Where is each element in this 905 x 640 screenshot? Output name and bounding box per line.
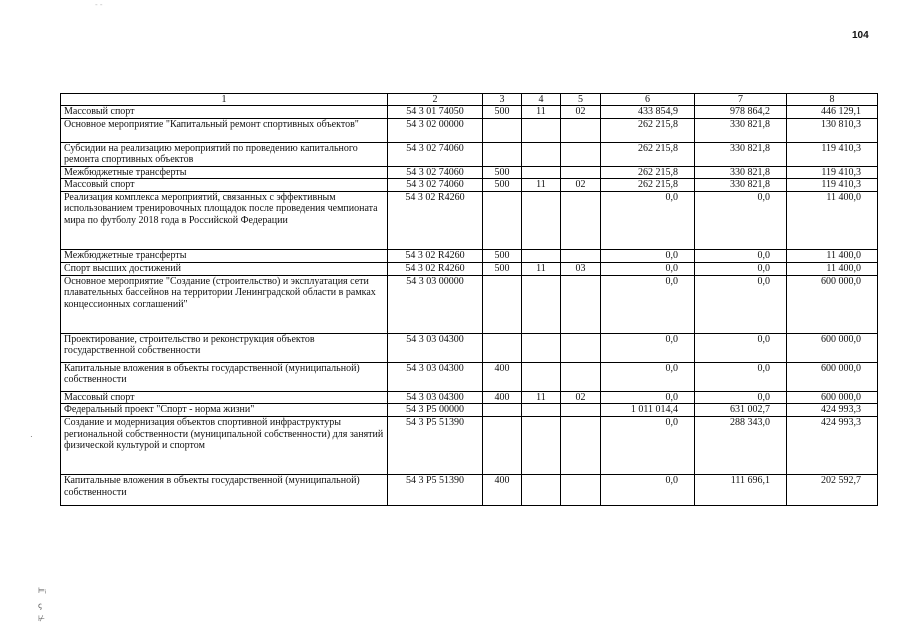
table-cell: 0,0	[601, 275, 695, 333]
table-row	[61, 362, 878, 391]
table-cell: 0,0	[695, 191, 787, 249]
table-cell	[561, 142, 601, 166]
table-cell	[561, 417, 601, 475]
table-cell: 600 000,0	[787, 333, 878, 362]
table-cell: Субсидии на реализацию мероприятий по проведению капитального ремонта спортивных объектов	[61, 142, 388, 166]
table-row	[61, 333, 878, 362]
table-cell: 54 3 03 04300	[388, 362, 483, 391]
table-cell: 11	[522, 391, 561, 404]
table-cell: 262 215,8	[601, 166, 695, 179]
table-cell: 11	[522, 106, 561, 119]
header-cell-7: 7	[695, 94, 787, 106]
table-cell: 600 000,0	[787, 391, 878, 404]
table-cell	[522, 275, 561, 333]
table-cell: 54 3 02 R4260	[388, 249, 483, 262]
table-cell: 262 215,8	[601, 142, 695, 166]
table-cell: 111 696,1	[695, 475, 787, 506]
header-cell-5: 5	[561, 94, 601, 106]
budget-table	[60, 93, 878, 506]
table-cell: 0,0	[695, 249, 787, 262]
table-cell: Межбюджетные трансферты	[61, 249, 388, 262]
table-cell: 262 215,8	[601, 118, 695, 142]
table-cell: 11	[522, 179, 561, 192]
table-cell: 54 3 03 04300	[388, 391, 483, 404]
table-cell: 54 3 01 74050	[388, 106, 483, 119]
table-row	[61, 166, 878, 179]
table-cell	[483, 118, 522, 142]
table-cell	[483, 191, 522, 249]
table-cell: Капитальные вложения в объекты государственной (муниципальной) собственности	[61, 475, 388, 506]
table-cell: 119 410,3	[787, 166, 878, 179]
table-cell: 11 400,0	[787, 191, 878, 249]
table-cell: 54 3 02 74060	[388, 166, 483, 179]
table-cell: 0,0	[695, 362, 787, 391]
table-cell: 54 3 02 74060	[388, 142, 483, 166]
table-cell: Межбюджетные трансферты	[61, 166, 388, 179]
table-cell: 500	[483, 249, 522, 262]
table-row	[61, 275, 878, 333]
table-cell: 330 821,8	[695, 142, 787, 166]
table-cell	[561, 249, 601, 262]
table-row	[61, 404, 878, 417]
header-cell-4: 4	[522, 94, 561, 106]
table-cell: Спорт высших достижений	[61, 262, 388, 275]
header-cell-3: 3	[483, 94, 522, 106]
table-cell	[561, 475, 601, 506]
table-header-row	[61, 94, 878, 106]
table-cell: 600 000,0	[787, 275, 878, 333]
table-cell: Массовый спорт	[61, 179, 388, 192]
table-cell: 0,0	[601, 475, 695, 506]
table-cell: Массовый спорт	[61, 391, 388, 404]
table-cell: 978 864,2	[695, 106, 787, 119]
table-row	[61, 118, 878, 142]
table-cell: Капитальные вложения в объекты государственной (муниципальной) собственности	[61, 362, 388, 391]
table-row	[61, 475, 878, 506]
table-cell	[561, 333, 601, 362]
table-cell: 54 3 03 00000	[388, 275, 483, 333]
table-cell: 0,0	[601, 262, 695, 275]
margin-mark: - -	[95, 0, 103, 9]
table-cell	[522, 362, 561, 391]
table-cell: 631 002,7	[695, 404, 787, 417]
table-cell	[522, 417, 561, 475]
table-cell	[522, 333, 561, 362]
table-cell: 0,0	[695, 391, 787, 404]
table-row	[61, 249, 878, 262]
table-cell: Массовый спорт	[61, 106, 388, 119]
table-cell: 0,0	[601, 249, 695, 262]
table-cell: Основное мероприятие "Создание (строительство) и эксплуатация сети плавательных бассейнов на территории Ленинградской области в рамках концессионных соглашений"	[61, 275, 388, 333]
table-cell: 400	[483, 475, 522, 506]
table-cell: Проектирование, строительство и реконструкция объектов государственной собственности	[61, 333, 388, 362]
table-cell: 0,0	[601, 362, 695, 391]
table-cell	[561, 275, 601, 333]
table-cell: 500	[483, 262, 522, 275]
page-number: 104	[852, 30, 869, 41]
header-cell-1: 1	[61, 94, 388, 106]
table-cell	[522, 475, 561, 506]
table-cell: Основное мероприятие "Капитальный ремонт спортивных объектов"	[61, 118, 388, 142]
table-cell: 54 3 02 00000	[388, 118, 483, 142]
table-cell	[522, 404, 561, 417]
table-cell: 54 3 02 R4260	[388, 262, 483, 275]
table-row	[61, 391, 878, 404]
table-row	[61, 262, 878, 275]
table-cell: 500	[483, 179, 522, 192]
table-cell: 1 011 014,4	[601, 404, 695, 417]
table-cell: 11	[522, 262, 561, 275]
table-cell: 500	[483, 106, 522, 119]
table-cell: 03	[561, 262, 601, 275]
header-cell-8: 8	[787, 94, 878, 106]
table-cell: 0,0	[695, 262, 787, 275]
table-cell: 02	[561, 106, 601, 119]
table-cell: 54 3 03 04300	[388, 333, 483, 362]
table-row	[61, 191, 878, 249]
header-cell-6: 6	[601, 94, 695, 106]
table-cell: 54 3 P5 51390	[388, 417, 483, 475]
table-cell: 119 410,3	[787, 142, 878, 166]
table-cell: 119 410,3	[787, 179, 878, 192]
table-row	[61, 179, 878, 192]
table-cell: 54 3 02 R4260	[388, 191, 483, 249]
table-cell: 11 400,0	[787, 249, 878, 262]
table-cell: 0,0	[601, 191, 695, 249]
table-cell: 330 821,8	[695, 179, 787, 192]
table-cell	[522, 118, 561, 142]
table-row	[61, 106, 878, 119]
table-cell: 424 993,3	[787, 417, 878, 475]
table-cell	[522, 166, 561, 179]
table-cell	[561, 118, 601, 142]
table-cell: 54 3 P5 51390	[388, 475, 483, 506]
table-cell	[483, 142, 522, 166]
table-cell	[561, 362, 601, 391]
margin-mark: ·	[30, 432, 33, 441]
table-cell	[483, 333, 522, 362]
table-cell: 0,0	[695, 275, 787, 333]
table-cell: 433 854,9	[601, 106, 695, 119]
table-cell	[561, 166, 601, 179]
table-cell: 02	[561, 179, 601, 192]
table-cell: 202 592,7	[787, 475, 878, 506]
table-cell	[483, 417, 522, 475]
table-cell	[561, 404, 601, 417]
table-cell	[522, 191, 561, 249]
table-cell: 500	[483, 166, 522, 179]
table-cell: 330 821,8	[695, 118, 787, 142]
table-cell: 54 3 02 74060	[388, 179, 483, 192]
table-cell: 0,0	[601, 417, 695, 475]
margin-mark: ꞔ	[38, 601, 42, 610]
table-cell: 130 810,3	[787, 118, 878, 142]
table-cell: 424 993,3	[787, 404, 878, 417]
table-cell	[561, 191, 601, 249]
table-cell: 446 129,1	[787, 106, 878, 119]
table-cell: 600 000,0	[787, 362, 878, 391]
table-row	[61, 142, 878, 166]
table-cell	[522, 249, 561, 262]
table-cell: 0,0	[695, 333, 787, 362]
table-cell: 54 3 P5 00000	[388, 404, 483, 417]
table-cell: 262 215,8	[601, 179, 695, 192]
table-cell: 11 400,0	[787, 262, 878, 275]
table-cell	[522, 142, 561, 166]
table-row	[61, 417, 878, 475]
table-cell	[483, 404, 522, 417]
table-cell: 400	[483, 362, 522, 391]
table-cell: 288 343,0	[695, 417, 787, 475]
table-cell: 02	[561, 391, 601, 404]
margin-mark: ⊬	[38, 614, 45, 623]
table-cell: Создание и модернизация объектов спортивной инфраструктуры региональной собственности (муниципальной собственности) для занятий физической культурой и спортом	[61, 417, 388, 475]
table-cell	[483, 275, 522, 333]
header-cell-2: 2	[388, 94, 483, 106]
table-cell: 0,0	[601, 391, 695, 404]
table-cell: Реализация комплекса мероприятий, связанных с эффективным использованием тренировочных площадок после проведения чемпионата мира по футболу 2018 года в Российской Федерации	[61, 191, 388, 249]
table-cell: Федеральный проект "Спорт - норма жизни"	[61, 404, 388, 417]
table-cell: 330 821,8	[695, 166, 787, 179]
margin-mark: ⊨ᵢ	[38, 586, 47, 595]
table-cell: 400	[483, 391, 522, 404]
table-cell: 0,0	[601, 333, 695, 362]
